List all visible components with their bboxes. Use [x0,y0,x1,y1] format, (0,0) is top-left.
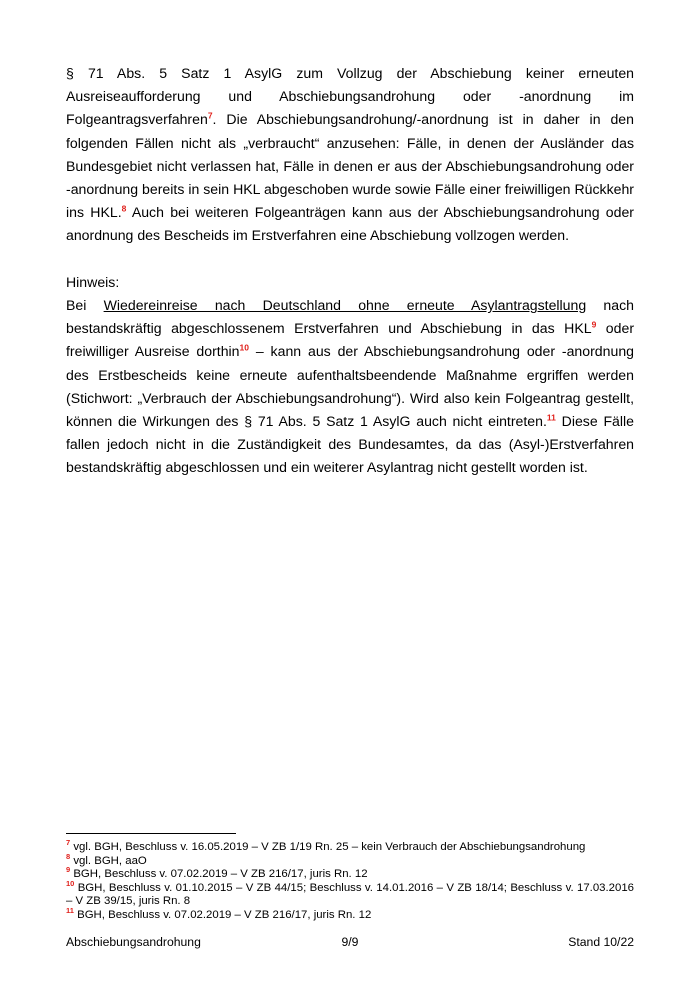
footnote-8 [66,851,634,869]
paragraph-text: – kann aus der Abschiebungsandrohung oder -anordnung des Erstbescheids keine erneute aufenthaltsbeendende Maßnahme ergriffen werden (Stichwort: „Verbrauch der Abschiebungsandrohung“). Wird also kein Folgeantrag gestellt, können die Wirkungen des § 71 Abs. 5 Satz 1 AsylG auch nicht eintreten. [66,343,634,430]
footnote-10 [66,878,634,909]
paragraph-text: . Die Abschiebungsandrohung/-anordnung ist in daher in den folgenden Fällen nicht als „verbraucht“ anzusehen: Fälle, in denen der Ausländer das Bundesgebiet nicht verlassen hat, Fälle in denen er aus der Abschiebungsandrohung oder -anordnung bereits in sein HKL abgeschoben wurde sowie Fälle einer freiwilligen Rückkehr ins HKL. [66,111,634,221]
footer-document-title: Abschiebungsandrohung [66,935,201,949]
paragraph-verbrauch [66,62,634,248]
footer-page-number: 9/9 [341,935,359,949]
paragraph-text: Bei [66,297,104,314]
paragraph-text: § 71 Abs. 5 Satz 1 AsylG zum Vollzug der Abschiebung keiner erneuten Ausreiseaufforderung und Abschiebungsandrohung oder -anordnung im Folgeantragsverfahren [66,65,634,128]
footnote-text: BGH, Beschluss v. 01.10.2015 – V ZB 44/15; Beschluss v. 14.01.2016 – V ZB 18/14; Beschluss v. 17.03.2016 – V ZB 39/15, juris Rn. 8 [66,881,634,908]
hint-label: Hinweis: [66,273,120,290]
document-body [66,62,634,480]
footnote-text: vgl. BGH, aaO [70,854,147,867]
footnotes-section [66,833,634,923]
underlined-phrase: Wiedereinreise nach Deutschland ohne erneute Asylantragstellung [103,297,587,314]
footnote-text: vgl. BGH, Beschluss v. 16.05.2019 – V ZB 1/19 Rn. 25 – kein Verbrauch der Abschiebungsandrohung [70,841,586,853]
paragraph-text: Diese Fälle fallen jedoch nicht in die Zuständigkeit des Bundesamtes, da das (Asyl-)Erstverfahren bestandskräftig abgeschlossen und ein weiterer Asylantrag nicht gestellt worden ist. [66,413,634,476]
footnote-ref-9[interactable]: 9 [591,319,597,330]
footnote-text: BGH, Beschluss v. 07.02.2019 – V ZB 216/17, juris Rn. 12 [70,868,368,881]
paragraph-text: nach bestandskräftig abgeschlossenem Erstverfahren und Abschiebung in das HKL [66,297,634,337]
footnote-number: 7 [66,838,71,848]
footnote-ref-7[interactable]: 7 [207,110,213,121]
footnote-text: BGH, Beschluss v. 07.02.2019 – V ZB 216/17, juris Rn. 12 [73,908,372,921]
footnote-11 [66,906,634,923]
footnote-number: 10 [66,878,75,888]
footnote-9 [66,865,634,882]
paragraph-text: oder freiwilliger Ausreise dorthin [66,320,635,360]
footnote-number: 9 [66,865,71,875]
footnote-separator [66,833,236,834]
paragraph-hinweis [66,294,634,480]
paragraph-gap [66,248,634,271]
footer-version: Stand 10/22 [568,935,634,949]
footnote-number: 8 [66,851,71,861]
footnote-7 [66,838,634,855]
paragraph-text: Auch bei weiteren Folgeanträgen kann aus der Abschiebungsandrohung oder anordnung des Bescheids im Erstverfahren eine Abschiebung vollzogen werden. [66,204,634,244]
footnote-ref-11[interactable]: 11 [546,412,556,423]
footnote-ref-8[interactable]: 8 [121,203,127,214]
footnote-number: 11 [66,906,74,916]
footnote-ref-10[interactable]: 10 [239,342,249,353]
